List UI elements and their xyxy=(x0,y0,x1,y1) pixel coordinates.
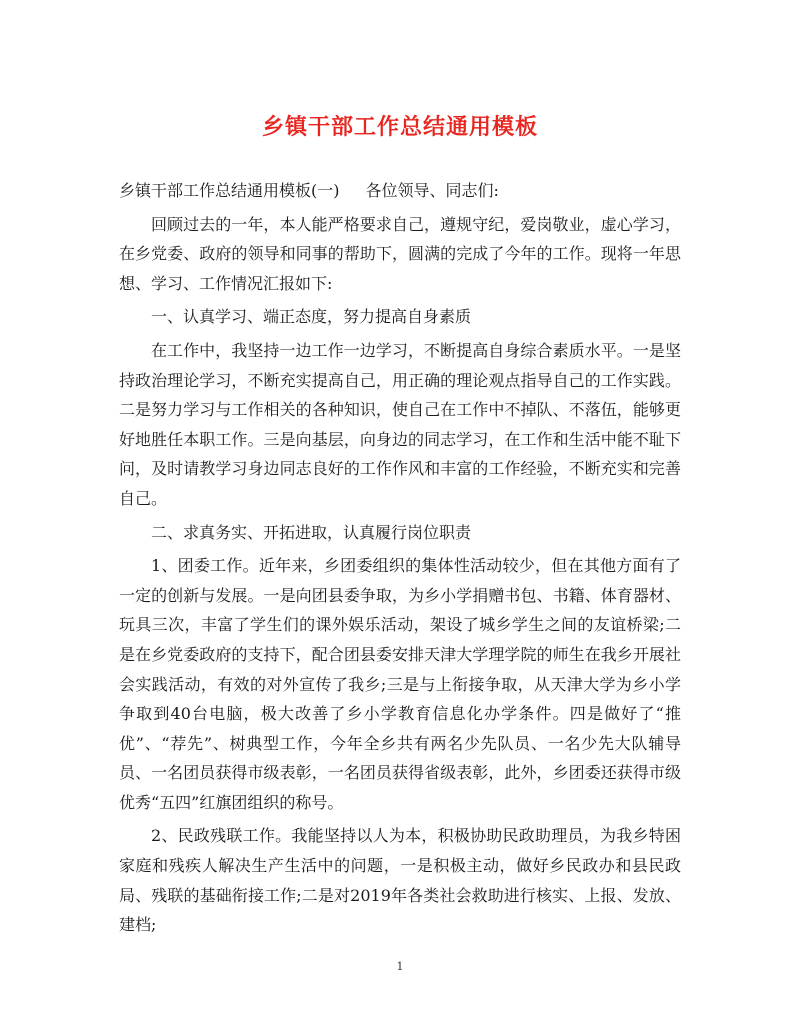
intro-line xyxy=(119,176,681,206)
document-body xyxy=(119,176,681,944)
paragraph-youth-league: 1、团委工作。近年来，乡团委组织的集体性活动较少，但在其他方面有了一定的创新与发展。一是向团县委争取，为乡小学捐赠书包、书籍、体育器材、玩具三次，丰富了学生们的课外娱乐活动，架设了城乡学生之间的友谊桥梁;二是在乡党委政府的支持下，配合团县委安排天津大学理学院的师生在我乡开展社会实践活动，有效的对外宣传了我乡;三是与上衔接争取，从天津大学为乡小学争取到40台电脑，极大改善了乡小学教育信息化办学条件。四是做好了“推优”、“荐先”、树典型工作，今年全乡共有两名少先队员、一名少先大队辅导员、一名团员获得市级表彰，一名团员获得省级表彰，此外，乡团委还获得市级优秀“五四”红旗团组织的称号。 xyxy=(119,556,681,812)
paragraph-review: 回顾过去的一年，本人能严格要求自己，遵规守纪，爱岗敬业，虚心学习，在乡党委、政府的领导和同事的帮助下，圆满的完成了今年的工作。现将一年思想、学习、工作情况汇报如下: xyxy=(119,214,681,293)
document-title: 乡镇干部工作总结通用模板 xyxy=(261,115,538,140)
salutation: 各位领导、同志们: xyxy=(365,181,499,200)
page-number: 1 xyxy=(396,960,404,973)
paragraph-civil-affairs: 2、民政残联工作。我能坚持以人为本，积极协助民政助理员，为我乡特困家庭和残疾人解决生产生活中的问题，一是积极主动，做好乡民政办和县民政局、残联的基础衔接工作;二是对2019年各类社会救助进行核实、上报、发放、建档; xyxy=(119,826,681,935)
section-heading-1: 一、认真学习、端正态度，努力提高自身素质 xyxy=(151,307,472,327)
intro-heading: 乡镇干部工作总结通用模板(一) xyxy=(119,181,340,200)
paragraph-study: 在工作中，我坚持一边工作一边学习，不断提高自身综合素质水平。一是坚持政治理论学习，不断充实提高自己，用正确的理论观点指导自己的工作实践。二是努力学习与工作相关的各种知识，使自己在工作中不掉队、不落伍，能够更好地胜任本职工作。三是向基层，向身边的同志学习，在工作和生活中能不耻下问，及时请教学习身边同志良好的工作作风和丰富的工作经验，不断充实和完善自己。 xyxy=(119,340,681,508)
section-heading-2: 二、求真务实、开拓进取，认真履行岗位职责 xyxy=(151,522,472,542)
